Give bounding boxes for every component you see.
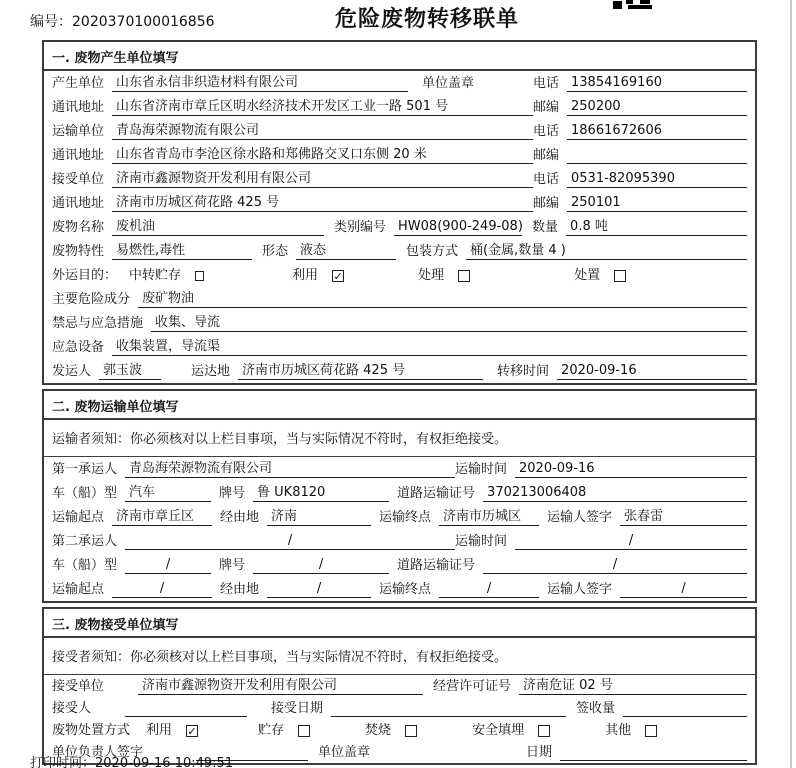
receiver-address-value: 济南市历城区荷花路 425 号 [112,195,533,212]
transporter-address-label: 通讯地址 [52,148,105,163]
section-transporter [42,389,757,603]
purpose-use [292,268,344,284]
second-route-row [44,577,755,601]
quantity-value: 0.8 吨 [566,219,747,236]
receiver-zip-value: 250101 [567,195,747,212]
second-vehicle-type-label: 车（船）型 [52,558,118,573]
first-transport-time-value: 2020-09-16 [515,461,747,478]
second-plate-label: 牌号 [219,558,246,573]
first-carrier-label: 第一承运人 [52,462,118,477]
disposal-method-label: 废物处置方式 [52,723,131,738]
receiver-address-label: 通讯地址 [52,196,105,211]
disposal-burn-label: 焚烧 [365,723,392,738]
serial-label: 编号： [30,14,72,30]
producer-address-label: 通讯地址 [52,100,105,115]
receiver-notice: 接受者须知：你必须核对以上栏目事项，当与实际情况不符时，有权拒绝接受。 [44,638,755,675]
print-time [30,752,233,768]
transporter-phone-value: 18661672606 [567,123,747,140]
second-start-value: / [112,581,212,598]
disposal-use-label: 利用 [146,723,173,738]
second-end-label: 运输终点 [379,582,432,597]
first-transport-time-label: 运输时间 [455,462,508,477]
check-mark-icon: ✓ [333,269,343,283]
first-vehicle-type-label: 车（船）型 [52,486,118,501]
document-header [0,0,796,40]
receiver-zip-label: 邮编 [533,196,560,211]
disposal-burn [365,723,417,739]
hazard-component-row [44,287,755,311]
producer-zip-value: 250200 [567,99,747,116]
disposal-other-label: 其他 [605,723,632,738]
shipper-label: 发运人 [52,364,92,379]
quantity-label: 数量 [532,220,559,235]
document-title: 危险废物转移联单 [335,7,520,32]
waste-form-value: 液态 [296,243,396,260]
first-road-license-label: 道路运输证号 [397,486,476,501]
taboo-measures-label: 禁忌与应急措施 [52,316,144,331]
serial-number [30,11,215,31]
first-carrier-sign-value: 张春雷 [620,509,747,526]
producer-phone-label: 电话 [533,76,560,91]
transfer-time-label: 转移时间 [497,364,550,379]
disposal-landfill [472,723,550,739]
transport-purpose-row [44,263,755,287]
disposal-store-label: 贮存 [258,723,285,738]
acceptor-value [125,701,247,717]
disposal-other [605,723,657,739]
unit-seal-label: 单位盖章 [422,76,475,91]
emergency-equipment-label: 应急设备 [52,340,105,355]
first-via-value: 济南 [267,509,371,526]
transfer-time-value: 2020-09-16 [557,363,747,380]
producer-address-row [44,95,755,119]
receiver-date-label: 日期 [526,745,553,760]
producer-unit-label: 产生单位 [52,76,105,91]
disposal-method-row [44,719,755,741]
transporter-unit-row [44,119,755,143]
package-type-label: 包装方式 [406,244,459,259]
accepting-unit-value: 济南市鑫源物资开发利用有限公司 [138,678,423,695]
waste-form-label: 形态 [262,244,289,259]
second-start-label: 运输起点 [52,582,105,597]
transporter-zip-label: 邮编 [533,148,560,163]
hazard-component-label: 主要危险成分 [52,292,131,307]
receiver-seal-label: 单位盖章 [318,745,371,760]
second-carrier-value: / [125,533,455,550]
emergency-equipment-row [44,335,755,359]
waste-name-value: 废机油 [112,219,324,236]
second-transport-time-value: / [515,533,747,550]
section-transporter-title: 二. 废物运输单位填写 [44,391,755,420]
purpose-treat [418,268,470,284]
purpose-transfer-storage-label: 中转贮存 [129,268,182,283]
producer-zip-col [533,99,747,116]
receiver-unit-row [44,167,755,191]
transporter-address-value: 山东省青岛市李沧区徐水路和郑佛路交叉口东侧 20 米 [112,147,533,164]
producer-phone-value: 13854169160 [567,75,747,92]
section-producer-title: 一. 废物产生单位填写 [44,42,755,71]
first-start-value: 济南市章丘区 [112,509,212,526]
receiver-phone-col [533,171,747,188]
purpose-dispose-label: 处置 [574,268,601,283]
first-road-license-value: 370213006408 [483,485,747,502]
disposal-store-checkbox [298,725,310,737]
page-edge-line [790,0,792,768]
package-type-value: 桶(金属,数量 4 ) [466,243,747,260]
transporter-unit-value: 青岛海荣源物流有限公司 [112,123,533,140]
transporter-unit-label: 运输单位 [52,124,105,139]
operation-license-label: 经营许可证号 [433,679,512,694]
purpose-transfer-storage-checkbox [195,271,204,281]
receiver-phone-label: 电话 [533,172,560,187]
purpose-dispose [574,268,626,284]
purpose-treat-label: 处理 [418,268,445,283]
second-road-license-value: / [483,557,747,574]
check-mark-icon: ✓ [187,724,197,738]
first-carrier-row [44,457,755,481]
section-producer [42,40,757,385]
acceptor-row [44,697,755,719]
accepting-unit-label: 接受单位 [52,679,105,694]
shipper-value: 郭玉波 [99,363,161,380]
receiver-address-row [44,191,755,215]
destination-label: 运达地 [191,364,231,379]
print-time-value: 2020-09-16 10:49:51 [95,756,234,768]
disposal-use [146,723,198,739]
destination-value: 济南市历城区荷花路 425 号 [238,363,483,380]
producer-unit-value: 山东省永信非织造材料有限公司 [112,75,408,92]
receiver-unit-value: 济南市鑫源物资开发利用有限公司 [112,171,533,188]
second-vehicle-type-value: / [125,557,211,574]
producer-unit-row [44,71,755,95]
disposal-burn-checkbox [405,725,417,737]
waste-character-label: 废物特性 [52,244,105,259]
manifest-form [42,40,757,765]
first-start-label: 运输起点 [52,510,105,525]
second-plate-value: / [253,557,389,574]
first-plate-value: 鲁 UK8120 [253,485,389,502]
taboo-measures-value: 收集、导流 [151,315,747,332]
waste-name-row [44,215,755,239]
first-end-value: 济南市历城区 [439,509,539,526]
first-carrier-sign-label: 运输人签字 [547,510,613,525]
second-carrier-row [44,529,755,553]
transporter-address-row [44,143,755,167]
first-vehicle-type-value: 汽车 [125,485,211,502]
waste-character-row [44,239,755,263]
first-route-row [44,505,755,529]
transporter-zip-value [567,148,747,164]
second-carrier-sign-value: / [620,581,747,598]
waste-character-value: 易燃性,毒性 [112,243,252,260]
category-code-value: HW08(900-249-08) [394,219,522,236]
second-vehicle-row [44,553,755,577]
disposal-store [258,723,310,739]
purpose-use-label: 利用 [292,268,319,283]
purpose-use-checkbox-checked [332,270,344,282]
transport-purpose-label: 外运目的： [52,268,118,283]
second-end-value: / [439,581,539,598]
first-transport-time-col [455,461,747,478]
transporter-notice: 运输者须知：你必须核对以上栏目事项，当与实际情况不符时，有权拒绝接受。 [44,420,755,457]
transporter-phone-col [533,123,747,140]
disposal-landfill-label: 安全填埋 [472,723,525,738]
receiver-unit-label: 接受单位 [52,172,105,187]
second-carrier-label: 第二承运人 [52,534,118,549]
section-receiver [42,607,757,765]
purpose-transfer-storage [129,268,204,284]
print-time-label: 打印时间： [30,756,96,768]
receiver-phone-value: 0531-82095390 [567,171,747,188]
signed-quantity-label: 签收量 [576,701,616,716]
purpose-dispose-checkbox [614,270,626,282]
accept-date-label: 接受日期 [271,701,324,716]
second-road-license-label: 道路运输证号 [397,558,476,573]
responsible-sign-label: 单位负责人签字 [52,745,144,760]
second-via-label: 经由地 [220,582,260,597]
accept-date-value [331,701,566,717]
disposal-landfill-checkbox [538,725,550,737]
producer-phone-col [533,75,747,92]
signed-quantity-value [623,701,747,717]
producer-address-value: 山东省济南市章丘区明水经济技术开发区工业一路 501 号 [112,99,533,116]
first-carrier-value: 青岛海荣源物流有限公司 [125,461,455,478]
accepting-unit-row [44,675,755,697]
transporter-zip-col [533,148,747,164]
disposal-other-checkbox [645,725,657,737]
first-plate-label: 牌号 [219,486,246,501]
disposal-use-checkbox-checked [186,725,198,737]
section-receiver-title: 三. 废物接受单位填写 [44,609,755,638]
serial-value: 2020370100016856 [72,14,215,30]
second-transport-time-label: 运输时间 [455,534,508,549]
operation-license-value: 济南危证 02 号 [519,678,747,695]
purpose-treat-checkbox [458,270,470,282]
second-carrier-sign-label: 运输人签字 [547,582,613,597]
first-via-label: 经由地 [220,510,260,525]
category-code-label: 类别编号 [334,220,387,235]
waste-name-label: 废物名称 [52,220,105,235]
second-via-value: / [267,581,371,598]
hazard-component-value: 废矿物油 [138,291,747,308]
taboo-measures-row [44,311,755,335]
second-transport-time-col [455,533,747,550]
producer-zip-label: 邮编 [533,100,560,115]
first-end-label: 运输终点 [379,510,432,525]
acceptor-label: 接受人 [52,701,92,716]
shipper-row [44,359,755,383]
emergency-equipment-value: 收集装置，导流渠 [112,339,747,356]
first-vehicle-row [44,481,755,505]
receiver-date-value [560,745,747,761]
receiver-zip-col [533,195,747,212]
transporter-phone-label: 电话 [533,124,560,139]
